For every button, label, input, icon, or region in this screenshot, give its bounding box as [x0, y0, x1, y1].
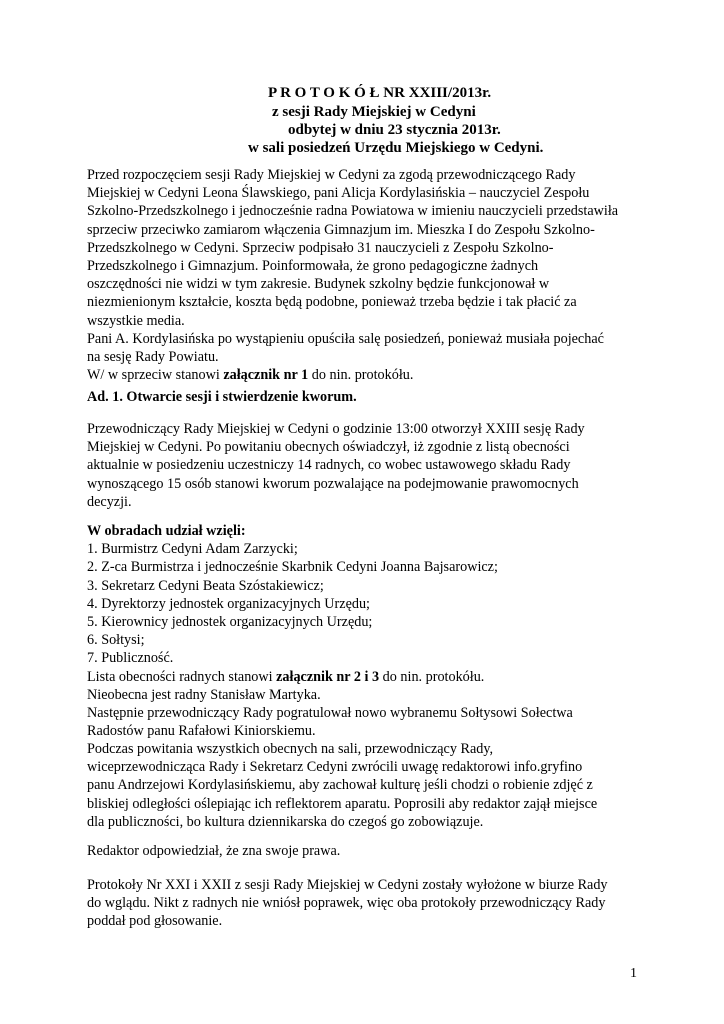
attachment-note — [87, 366, 642, 384]
list-item: 5. Kierownicy jednostek organizacyjnych Urzędu; — [87, 614, 373, 631]
paragraph-line: Miejskiej w Cedyni. Po powitaniu obecnych oświadczył, iż zgodnie z listą obecności — [87, 439, 570, 456]
paragraph-line: wszystkie media. — [87, 312, 185, 329]
participants-heading: W obradach udział wzięli: — [87, 523, 246, 539]
paragraph-line: panu Andrzejowi Kordylasińskiemu, aby zachował kulturę jeśli chodzi o robienie zdjęć z — [87, 777, 593, 794]
paragraph-line: Szkolno-Przedszkolnego i jednocześnie radna Powiatowa w imieniu nauczycieli przedstawiła — [87, 203, 619, 220]
paragraph-line: Podczas powitania wszystkich obecnych na sali, przewodniczący Rady, — [87, 741, 494, 757]
section-heading: Ad. 1. Otwarcie sesji i stwierdzenie kworum. — [87, 389, 357, 405]
attachment-label: załącznik nr 1 — [223, 367, 309, 384]
paragraph-line: poddał pod głosowanie. — [87, 913, 223, 930]
paragraph-line: Miejskiej w Cedyni Leona Ślawskiego, pani Alicja Kordylasińskia – nauczyciel Zespołu — [87, 185, 590, 202]
paragraph-line: Przedszkolnego w Cedyni. Sprzeciw podpisało 31 nauczycieli z Zespołu Szkolno- — [87, 239, 554, 256]
paragraph-line: Następnie przewodniczący Rady pogratulował nowo wybranemu Sołtysowi Sołectwa — [87, 705, 573, 722]
list-item: 7. Publiczność. — [87, 650, 174, 667]
list-item: 6. Sołtysi; — [87, 632, 145, 649]
absent-note: Nieobecna jest radny Stanisław Martyka. — [87, 686, 321, 703]
protocol-title: P R O T O K Ó Ł NR XXIII/2013r. — [268, 85, 492, 101]
paragraph-line: dla publiczności, bo kultura dziennikarska do czegoś go zobowiązuje. — [87, 813, 484, 830]
attachment-suffix: do nin. protokółu. — [308, 367, 414, 384]
paragraph-line: wynoszącego 15 osób stanowi kworum pozwalające na podejmowanie prawomocnych — [87, 475, 579, 492]
attendance-note — [87, 668, 642, 686]
paragraph-line: Przed rozpoczęciem sesji Rady Miejskiej w Cedyni za zgodą przewodniczącego Rady — [87, 167, 576, 183]
paragraph-line: niezmienionym kształcie, koszta będą podobne, ponieważ trzeba będzie i tak płacić za — [87, 294, 577, 311]
paragraph-line: na sesję Rady Powiatu. — [87, 349, 219, 366]
greeting-paragraph — [87, 740, 642, 831]
paragraph-line: Pani A. Kordylasińska po wystąpieniu opuściła salę posiedzeń, ponieważ musiała pojechać — [87, 330, 604, 347]
protocol-subtitle-session: z sesji Rady Miejskiej w Cedyni — [272, 104, 476, 120]
paragraph-line: Radostów panu Rafałowi Kiniorskiemu. — [87, 723, 316, 740]
reply-paragraph: Redaktor odpowiedział, że zna swoje prawa. — [87, 843, 341, 859]
attendance-prefix: Lista obecności radnych stanowi — [87, 668, 277, 685]
paragraph-line: decyzji. — [87, 493, 132, 510]
protocol-subtitle-date: odbytej w dniu 23 stycznia 2013r. — [288, 122, 501, 138]
paragraph-line: do wglądu. Nikt z radnych nie wniósł poprawek, więc oba protokoły przewodniczący Rady — [87, 895, 606, 912]
paragraph-line: wiceprzewodnicząca Rady i Sekretarz Cedyni zwrócili uwagę redaktorowi info.gryfino — [87, 759, 583, 776]
attendance-suffix: do nin. protokółu. — [379, 668, 485, 685]
paragraph-line: oszczędności nie widzi w tym zakresie. Budynek szkolny będzie funkcjonował w — [87, 276, 550, 293]
list-item: 3. Sekretarz Cedyni Beata Szóstakiewicz; — [87, 577, 324, 594]
protocol-subtitle-place: w sali posiedzeń Urzędu Miejskiego w Cedyni. — [248, 140, 544, 156]
attachment-prefix: W/ w sprzeciw stanowi — [87, 367, 224, 384]
paragraph-line: sprzeciw przeciwko zamiarom włączenia Gimnazjum im. Mieszka I do Zespołu Szkolno- — [87, 221, 595, 238]
participants-section — [87, 522, 642, 740]
attendance-label: załącznik nr 2 i 3 — [276, 668, 380, 685]
list-item: 2. Z-ca Burmistrza i jednocześnie Skarbnik Cedyni Joanna Bajsarowicz; — [87, 559, 498, 576]
intro-paragraph — [87, 166, 642, 384]
list-item: 1. Burmistrz Cedyni Adam Zarzycki; — [87, 541, 298, 558]
paragraph-line: Przewodniczący Rady Miejskiej w Cedyni o godzinie 13:00 otworzył XXIII sesję Rady — [87, 421, 585, 437]
page-number: 1 — [630, 966, 637, 981]
paragraph-line: Przedszkolnego i Gimnazjum. Poinformowała, że grono pedagogiczne żadnych — [87, 258, 539, 275]
paragraph-line: bliskiej odległości oślepiając ich reflektorem aparatu. Poprosili aby redaktor zajął miejsce — [87, 795, 598, 812]
paragraph-line: aktualnie w posiedzeniu uczestniczy 14 radnych, co wobec ustawowego składu Rady — [87, 457, 571, 474]
list-item: 4. Dyrektorzy jednostek organizacyjnych Urzędu; — [87, 595, 370, 612]
protocols-paragraph — [87, 876, 642, 931]
paragraph-line: Protokoły Nr XXI i XXII z sesji Rady Miejskiej w Cedyni zostały wyłożone w biurze Rady — [87, 877, 608, 893]
opening-paragraph — [87, 420, 642, 511]
